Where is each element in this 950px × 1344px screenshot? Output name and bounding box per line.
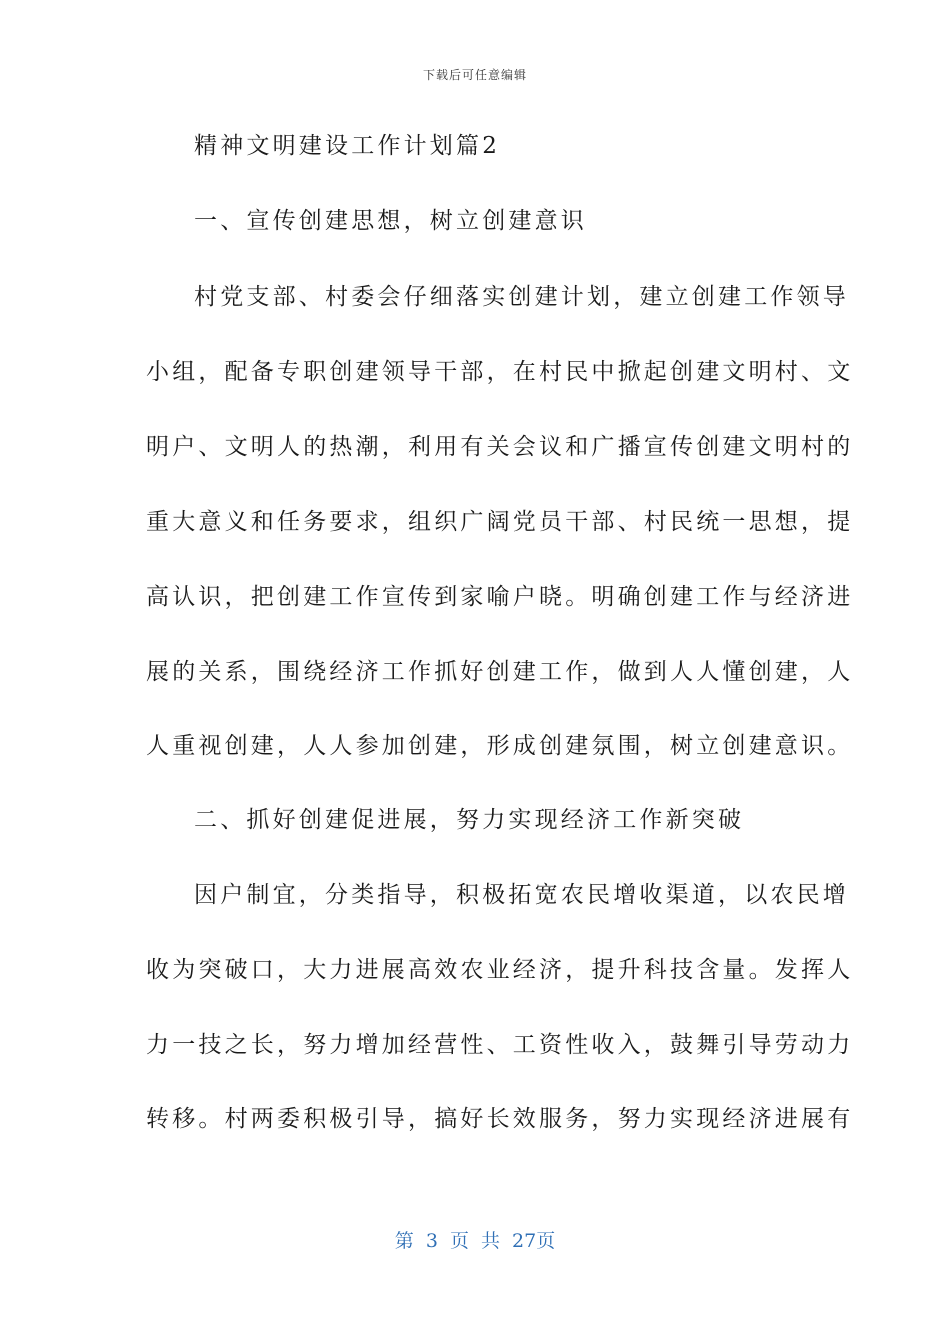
section-heading-2: 二、抓好创建促进展，努力实现经济工作新突破 <box>194 807 745 833</box>
section-heading-1: 一、宣传创建思想，树立创建意识 <box>194 208 587 234</box>
document-title: 精神文明建设工作计划篇2 <box>194 133 501 159</box>
paragraph-line: 转移。村两委积极引导，搞好长效服务，努力实现经济进展有 <box>146 1106 854 1132</box>
paragraph-line: 展的关系，围绕经济工作抓好创建工作，做到人人懂创建，人 <box>146 659 854 685</box>
paragraph-line: 高认识，把创建工作宣传到家喻户晓。明确创建工作与经济进 <box>146 584 854 610</box>
paragraph-line: 因户制宜，分类指导，积极拓宽农民增收渠道，以农民增 <box>194 882 849 908</box>
paragraph-line: 明户、文明人的热潮，利用有关会议和广播宣传创建文明村的 <box>146 434 854 460</box>
paragraph-line: 重大意义和任务要求，组织广阔党员干部、村民统一思想，提 <box>146 509 854 535</box>
page-number: 第 3 页 共 27页 <box>394 1230 556 1252</box>
header-note: 下载后可任意编辑 <box>422 68 527 82</box>
paragraph-line: 收为突破口，大力进展高效农业经济，提升科技含量。发挥人 <box>146 957 854 983</box>
paragraph-line: 小组，配备专职创建领导干部，在村民中掀起创建文明村、文 <box>146 359 854 385</box>
paragraph-line: 村党支部、村委会仔细落实创建计划，建立创建工作领导 <box>194 284 849 310</box>
paragraph-line: 力一技之长，努力增加经营性、工资性收入，鼓舞引导劳动力 <box>146 1032 854 1058</box>
paragraph-line: 人重视创建，人人参加创建，形成创建氛围，树立创建意识。 <box>146 733 854 759</box>
